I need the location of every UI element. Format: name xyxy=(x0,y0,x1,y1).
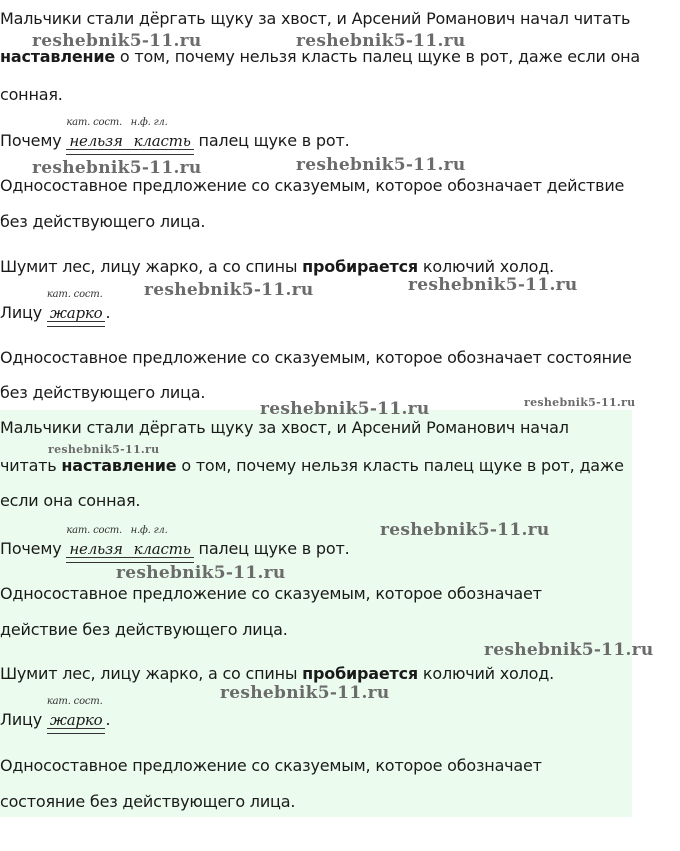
predicate-word: н.ф. гл. класть xyxy=(130,117,191,150)
block1-analysis2: Лицу кат. сост. жарко . xyxy=(0,303,110,322)
watermark: reshebnik5-11.ru xyxy=(144,280,314,300)
predicate-word: кат. сост. нельзя xyxy=(66,117,123,150)
block1-sentence1-line3: сонная. xyxy=(0,85,63,104)
watermark: reshebnik5-11.ru xyxy=(220,683,390,703)
watermark: reshebnik5-11.ru xyxy=(48,443,160,456)
block1-sentence2: Шумит лес, лицу жарко, а со спины пробирается колючий холод. xyxy=(0,257,554,276)
block1-sentence1-line1: Мальчики стали дёргать щуку за хвост, и Арсений Романович начал читать xyxy=(0,9,631,28)
watermark: reshebnik5-11.ru xyxy=(116,563,286,583)
predicate-double-underline xyxy=(66,149,193,155)
block2-sentence2: Шумит лес, лицу жарко, а со спины пробирается колючий холод. xyxy=(0,664,554,683)
predicate-note: н.ф. гл. xyxy=(130,117,168,128)
block1-explanation1-line2: без действующего лица. xyxy=(0,212,206,231)
block1-analysis1: Почему кат. сост. нельзя н.ф. гл. класть палец щуке в рот. xyxy=(0,131,349,150)
block2-explanation2-line1: Односоставное предложение со сказуемым, которое обозначает xyxy=(0,756,542,775)
predicate-word: кат. сост. нельзя xyxy=(66,525,123,558)
watermark: reshebnik5-11.ru xyxy=(380,520,550,540)
block2-analysis1: Почему кат. сост. нельзя н.ф. гл. класть палец щуке в рот. xyxy=(0,539,349,558)
watermark: reshebnik5-11.ru xyxy=(32,158,202,178)
predicate-note: кат. сост. xyxy=(66,525,123,536)
block2-sentence1-line1: Мальчики стали дёргать щуку за хвост, и Арсений Романович начал xyxy=(0,418,569,437)
block2-sentence1-line3: если она сонная. xyxy=(0,491,141,510)
block2-explanation1-line2: действие без действующего лица. xyxy=(0,620,288,639)
watermark: reshebnik5-11.ru xyxy=(32,31,202,51)
bold-word: наставление xyxy=(0,47,116,66)
predicate-note: кат. сост. xyxy=(46,696,103,707)
predicate-group xyxy=(66,117,193,150)
predicate-group xyxy=(66,525,193,558)
bold-word: пробирается xyxy=(302,664,418,683)
predicate-word: кат. сост. жарко xyxy=(46,696,103,729)
block2-explanation2-line2: состояние без действующего лица. xyxy=(0,792,296,811)
block2-sentence1-line2: читать наставление о том, почему нельзя класть палец щуке в рот, даже xyxy=(0,456,624,475)
watermark: reshebnik5-11.ru xyxy=(260,399,430,419)
block1-explanation1-line1: Односоставное предложение со сказуемым, которое обозначает действие xyxy=(0,176,625,195)
watermark: reshebnik5-11.ru xyxy=(296,31,466,51)
block2-explanation1-line1: Односоставное предложение со сказуемым, которое обозначает xyxy=(0,584,542,603)
predicate-word: кат. сост. жарко xyxy=(46,289,103,322)
predicate-note: н.ф. гл. xyxy=(130,525,168,536)
predicate-note: кат. сост. xyxy=(66,117,123,128)
block1-sentence1-line2: наставление о том, почему нельзя класть палец щуке в рот, даже если она xyxy=(0,47,641,66)
watermark: reshebnik5-11.ru xyxy=(524,396,636,409)
bold-word: пробирается xyxy=(302,257,418,276)
block1-explanation2-line2: без действующего лица. xyxy=(0,383,206,402)
predicate-word: н.ф. гл. класть xyxy=(130,525,191,558)
watermark: reshebnik5-11.ru xyxy=(484,640,654,660)
predicate-double-underline xyxy=(47,321,106,327)
watermark: reshebnik5-11.ru xyxy=(296,155,466,175)
bold-word: наставление xyxy=(61,456,177,475)
watermark: reshebnik5-11.ru xyxy=(408,275,578,295)
block2-analysis2: Лицу кат. сост. жарко . xyxy=(0,710,110,729)
predicate-note: кат. сост. xyxy=(46,289,103,300)
block1-explanation2-line1: Односоставное предложение со сказуемым, которое обозначает состояние xyxy=(0,348,632,367)
predicate-double-underline xyxy=(47,728,106,734)
